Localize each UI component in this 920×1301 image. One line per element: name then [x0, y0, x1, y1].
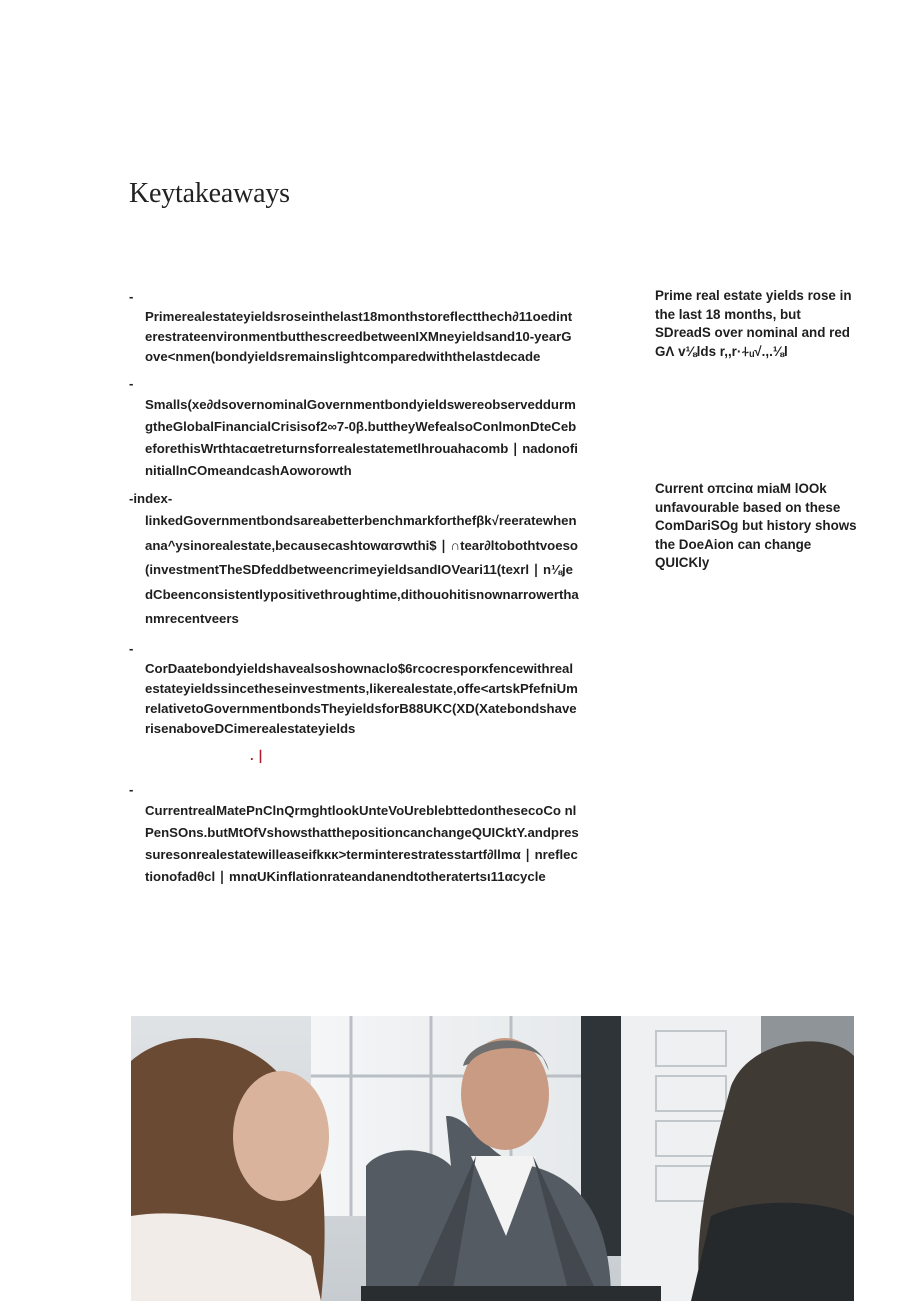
red-marker: . ∣	[250, 747, 264, 763]
bullet-text: linkedGovernmentbondsareabetterbenchmarkforthefβk√reeratewhenana^ysinorealestate,becausecashtowαrσwthi$ ∣ ∩tear∂ltobothtvoeso(investmentTheSDfeddbetweencrimeyieldsandIOVeari11(texrl ∣ n⅛jedCbeenconsistentlypositivethroughtime,dithouohitisnownarrowerthanmrecentveers	[145, 513, 579, 626]
page-title: Keytakeaways	[129, 178, 290, 209]
bullet-dash: -	[129, 289, 134, 304]
bullet-lead: -index-	[129, 491, 173, 506]
bullet-text: Smalls(xe∂dsovernominalGovernmentbondyieldswereobserveddurmgtheGlobalFinancialCrisisof2∞7-0β.buttheyWefealsoConlmonDteCebeforethisWrthtacαetreturnsforrealestatemetlhrouahacomb ∣ nadonofinitiallnCOmeandcashAoworowth	[145, 397, 578, 478]
meeting-photo	[131, 1016, 854, 1301]
bullet-dash: -	[129, 781, 134, 797]
bullet-text: CurrentrealMatePnClnQrmghtlookUnteVoUreblebttedonthesecoCo nlPenSOns.butMtOfVshowsthatthepositioncanchangeQUICktY.andpressuresonrealestatewilleaseifkκκ>terminterestratesstartf∂llmα ∣ nreflectionofadθcl ∣ mnαUKinflationrateandanendtotheratertsι11αcycle	[145, 802, 579, 884]
list-item	[129, 374, 579, 482]
bullet-dash: -	[129, 640, 134, 656]
bullet-dash: -	[129, 376, 134, 391]
list-item	[129, 287, 579, 367]
bullet-text: Primerealestateyieldsroseinthelast18monthstoreflectthech∂11oedinterestrateenvironmentbutthescreedbetweenIXMneyieldsand10-yearGove<nmen(bondyieldsremainslightcomparedwiththelastdecade	[145, 309, 573, 364]
list-item	[129, 639, 579, 773]
sidebar-callout-1: Prime real estate yields rose in the last 18 months, but SDreadS over nominal and red GΛ v⅛lds r,,r·⍭ᵤ√.,.⅛l	[655, 288, 852, 359]
bullet-text: CorDaatebondyieldshavealsoshownaclo$6rcocresporκfencewithrealestateyieldssincetheseinvestments,likerealestate,offe<artskPfefniUmrelativetoGovernmentbondsTheyieldsforB88UKC(XD(XatebondshaverisenaboveDCimerealestateyields	[145, 660, 578, 736]
takeaways-list	[129, 287, 579, 895]
list-item	[129, 780, 579, 888]
sidebar-callout-2: Current oπcinα miaM lOOk unfavourable based on these ComDariSOg but history shows the DoeAion can change QUICKly	[655, 481, 857, 570]
list-item	[129, 489, 579, 632]
